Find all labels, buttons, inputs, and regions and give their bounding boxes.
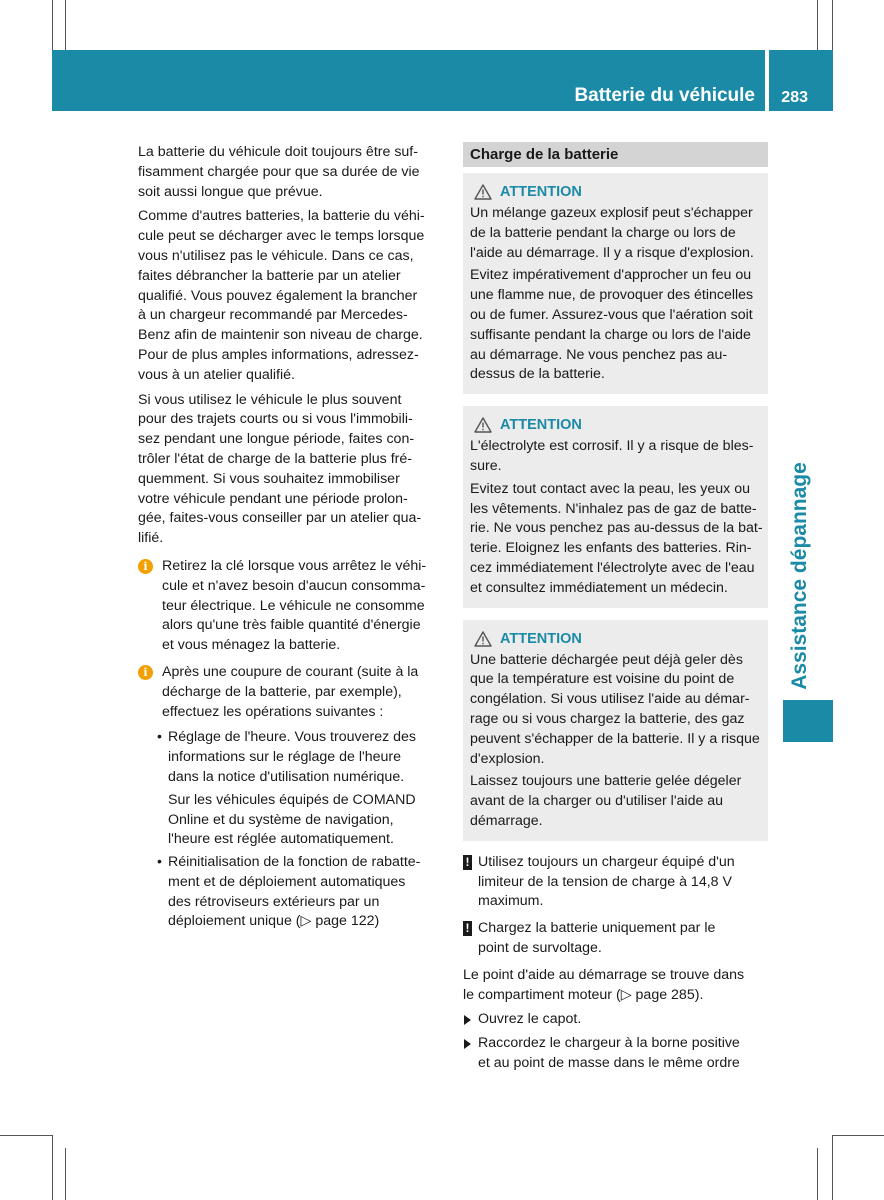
caution-note: ! Chargez la batterie uniquement par le point de survoltage. <box>463 919 768 959</box>
page-number-box <box>769 50 833 111</box>
info-note-power-cut: i Après une coupure de courant (suite à la décharge de la batterie, par exemple), effectuez les opérations suivantes : <box>138 663 442 722</box>
warning-box <box>463 406 768 607</box>
list-item-detail: Sur les véhicules équipés de COMAND Online et du système de navigation, l'heure est réglée automatiquement. <box>168 791 416 848</box>
warning-text: Un mélange gazeux explosif peut s'échapper de la batterie pendant la charge ou lors de l'aide au démarrage. Il y a risque d'explosion. <box>470 205 754 261</box>
info-note-key: i Retirez la clé lorsque vous arrêtez le véhi- cule et n'avez besoin d'aucun consomma- teur électrique. Le véhicule ne consomme alors qu'une très faible quantité d'énergie et vous ménagez la batterie. <box>138 557 442 656</box>
crop-mark <box>817 0 818 50</box>
warning-text: L'électrolyte est corrosif. Il y a risque de bles- sure. <box>470 438 754 474</box>
bullet-point: • <box>157 729 162 746</box>
header-bar <box>52 50 765 111</box>
step-arrow-icon <box>464 1015 471 1025</box>
crop-mark <box>832 1135 833 1200</box>
chapter-tab-marker <box>783 700 833 742</box>
exclamation-icon: ! <box>463 855 472 870</box>
crop-mark <box>52 1135 53 1200</box>
crop-mark <box>832 1135 884 1136</box>
info-icon: i <box>138 559 153 574</box>
chapter-tab-label: Assistance dépannage <box>788 462 811 690</box>
crop-mark <box>817 1148 818 1200</box>
warning-box <box>463 620 768 841</box>
warning-box <box>463 173 768 394</box>
warning-text: Une batterie déchargée peut déjà geler dès que la température est voisine du point de congélation. Si vous utilisez l'aide au démar- rage ou si vous chargez la batterie, des gaz peuvent s'échapper de la batterie. Il y a risque d'explosion. <box>470 651 760 767</box>
step-arrow-icon <box>464 1039 471 1049</box>
chapter-tab <box>782 460 818 692</box>
exclamation-icon: ! <box>463 921 472 936</box>
warning-text: Laissez toujours une batterie gelée dégeler avant de la charger ou d'utiliser l'aide au démarrage. <box>470 773 742 829</box>
caution-note: ! Utilisez toujours un chargeur équipé d'un limiteur de la tension de charge à 14,8 V maximum. <box>463 853 768 912</box>
section-heading: Charge de la batterie <box>463 142 768 167</box>
crop-mark <box>65 1148 66 1200</box>
crop-mark <box>0 1135 52 1136</box>
info-icon: i <box>138 665 153 680</box>
warning-triangle-icon <box>474 184 492 200</box>
left-column <box>138 143 442 935</box>
list-item: • Réglage de l'heure. Vous trouverez des informations sur le réglage de l'heure dans la notice d'utilisation numérique. <box>157 729 416 785</box>
instruction-step: Ouvrez le capot. <box>463 1010 768 1030</box>
short-trips-paragraph: Si vous utilisez le véhicule le plus souvent pour des trajets courts ou si vous l'immobili- sez pendant une longue période, faites con- trôler l'état de charge de la batterie plus fré- quemment. Si vous souhaitez immobiliser votre véhicule pendant une période prolon- gée, faites-vous conseiller par un atelier qua- lifié. <box>138 391 422 547</box>
warning-title: ATTENTION <box>470 180 761 204</box>
warning-text: Evitez tout contact avec la peau, les yeux ou les vêtements. N'inhalez pas de gaz de batte- rie. Ne vous penchez pas au-dessus de la bat- terie. Eloignez les enfants des batteries. Rin- cez immédiatement l'électrolyte avec de l'eau et consultez immédiatement un médecin. <box>470 480 763 596</box>
right-column <box>463 142 768 1078</box>
list-item: • Réinitialisation de la fonction de rabatte- ment et de déploiement automatiques des rétroviseurs extérieurs par un déploiement unique (▷ page 122) <box>157 854 421 930</box>
warning-triangle-icon <box>474 631 492 647</box>
body-paragraph: Le point d'aide au démarrage se trouve dans le compartiment moteur (▷ page 285). <box>463 966 745 1003</box>
warning-text: Evitez impérativement d'approcher un feu ou une flamme nue, de provoquer des étincelles ou de fumer. Assurez-vous que l'aération soit suffisante pendant la charge ou lors de l'aide au démarrage. Ne vous penchez pas au- dessus de la batterie. <box>470 267 754 383</box>
crop-mark <box>52 0 53 50</box>
instruction-step: Raccordez le chargeur à la borne positive et au point de masse dans le même ordre <box>463 1034 768 1074</box>
bullet-point: • <box>157 854 162 871</box>
crop-mark <box>832 0 833 50</box>
warning-triangle-icon <box>474 417 492 433</box>
discharge-paragraph: Comme d'autres batteries, la batterie du véhi- cule peut se décharger avec le temps lorsque vous n'utilisez pas le véhicule. Dans ce cas, faites débrancher la batterie par un atelier qualifié. Vous pouvez également la brancher à un chargeur recommandé par Mercedes- Benz afin de maintenir son niveau de charge. Pour de plus amples informations, adressez- vous à un atelier qualifié. <box>138 208 425 383</box>
warning-title: ATTENTION <box>470 413 761 437</box>
crop-mark <box>65 0 66 50</box>
warning-title: ATTENTION <box>470 627 761 651</box>
page-number: 283 <box>781 89 808 106</box>
intro-paragraph: La batterie du véhicule doit toujours être suf- fisamment chargée pour que sa durée de vie soit aussi longue que prévue. <box>138 144 420 200</box>
page-title: Batterie du véhicule <box>574 85 755 106</box>
